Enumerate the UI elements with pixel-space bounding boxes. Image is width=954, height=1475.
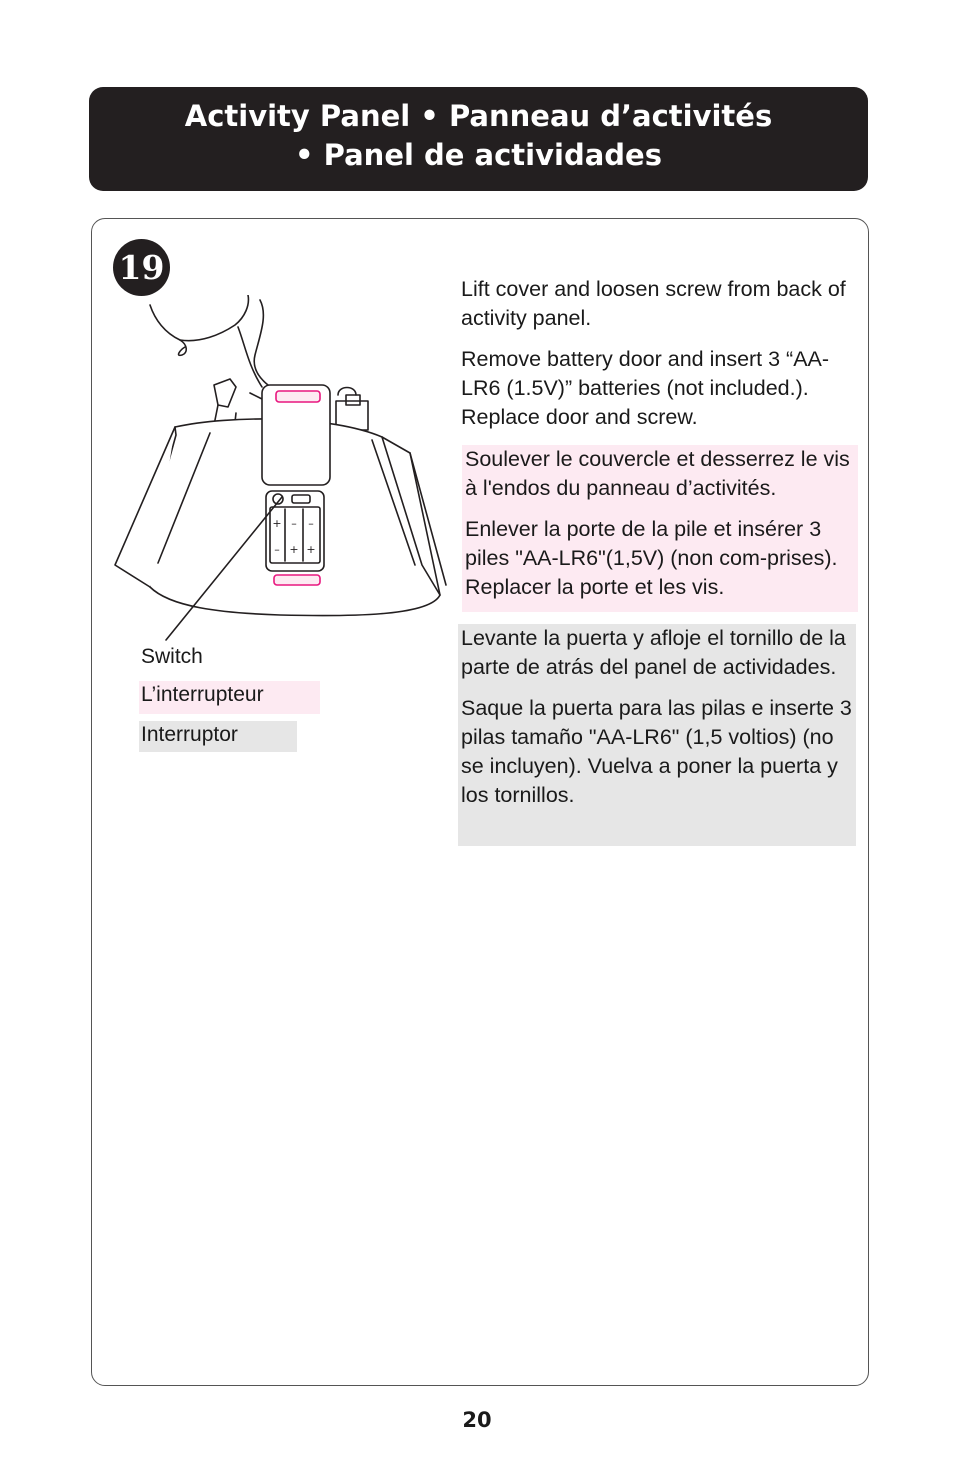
battery-sign: +: [272, 517, 282, 530]
instruction-paragraph: Saque la puerta para las pilas e inserte 3 pilas tamaño "AA-LR6" (1,5 voltios) (no se incluyen). Vuelva a poner la puerta y los tornillos.: [461, 696, 852, 807]
activity-panel-illustration: [110, 295, 450, 645]
battery-sign: –: [274, 543, 280, 556]
left-toy-top: [214, 379, 236, 407]
instructions-french: [462, 445, 858, 612]
instructions-spanish: [458, 624, 856, 846]
step-number-badge: 19: [113, 239, 170, 296]
instruction-paragraph: Lift cover and loosen screw from back of activity panel.: [461, 277, 846, 330]
instruction-paragraph: Enlever la porte de la pile et insérer 3 piles "AA-LR6"(1,5V) (non com-prises). Replacer la porte et les vis.: [465, 517, 838, 599]
battery-sign: –: [291, 517, 297, 530]
section-header: [89, 87, 868, 191]
right-toy-top: [338, 388, 356, 396]
battery-sign: +: [306, 543, 316, 556]
battery-sign: –: [308, 517, 314, 530]
header-title-line2: • Panel de actividades: [295, 138, 662, 172]
battery-sign: +: [289, 543, 299, 556]
instruction-paragraph: Levante la puerta y afloje el tornillo de la parte de atrás del panel de actividades.: [461, 626, 846, 679]
hand-illustration: [150, 295, 270, 399]
switch-label-spanish: Interruptor: [139, 721, 297, 752]
switch-label-french: L’interrupteur: [139, 681, 320, 714]
instruction-paragraph: Soulever le couvercle et desserrez le vis à l'endos du panneau d’activités.: [465, 447, 850, 500]
switch-label-english: Switch: [141, 645, 203, 668]
instructions-english: [458, 275, 856, 432]
base-pink-tab: [274, 575, 320, 585]
instruction-paragraph: Remove battery door and insert 3 “AA-LR6 (1.5V)” batteries (not included.). Replace door and screw.: [461, 347, 830, 429]
page-number: 20: [462, 1408, 492, 1432]
cover-pink-tab: [276, 391, 320, 402]
header-title-line1: Activity Panel • Panneau d’activités: [184, 99, 773, 133]
